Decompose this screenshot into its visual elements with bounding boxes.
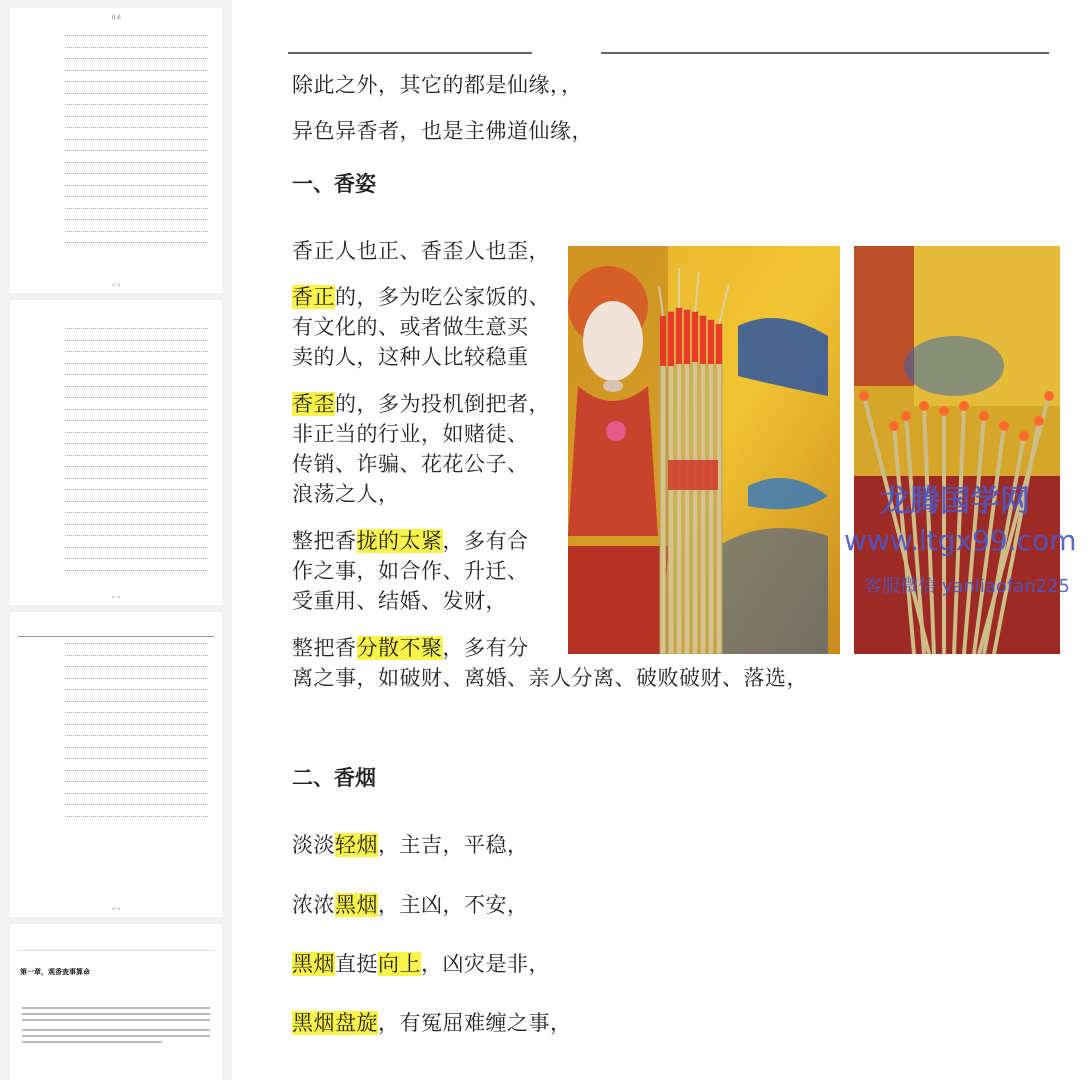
toc-leader-dots bbox=[65, 770, 208, 771]
toc-entry bbox=[10, 334, 222, 346]
toc-entry bbox=[10, 380, 222, 392]
text-placeholder-line bbox=[22, 1013, 210, 1015]
toc-leader-dots bbox=[65, 524, 208, 525]
highlight: 向上 bbox=[378, 952, 421, 976]
toc-title: 目录 bbox=[110, 15, 121, 21]
highlight: 轻烟 bbox=[335, 833, 378, 857]
toc-leader-dots bbox=[65, 208, 208, 209]
toc-leader-dots bbox=[65, 793, 208, 794]
toc-entry bbox=[10, 437, 222, 449]
toc-entry bbox=[10, 426, 222, 438]
page-number: 1 / 4 bbox=[112, 282, 120, 287]
toc-entry bbox=[10, 414, 222, 426]
text-placeholder-line bbox=[22, 1007, 210, 1009]
toc-entry bbox=[10, 156, 222, 168]
toc-leader-dots bbox=[65, 116, 208, 117]
toc-entry bbox=[10, 787, 222, 799]
toc-entry bbox=[10, 775, 222, 787]
toc-entry bbox=[10, 202, 222, 214]
toc-leader-dots bbox=[65, 219, 208, 220]
toc-entry bbox=[10, 322, 222, 334]
toc-entry bbox=[10, 403, 222, 415]
toc-leader-dots bbox=[65, 678, 208, 679]
chapter-heading: 第一章，观香查事算命 bbox=[20, 968, 90, 976]
toc-leader-dots bbox=[65, 466, 208, 467]
toc-entry bbox=[10, 729, 222, 741]
toc-leader-dots bbox=[65, 535, 208, 536]
toc-entry bbox=[10, 41, 222, 53]
toc-entry bbox=[10, 213, 222, 225]
toc-leader-dots bbox=[65, 432, 208, 433]
text-line: 整把香分散不聚，多有分 bbox=[292, 636, 529, 660]
toc-entry bbox=[10, 541, 222, 553]
text-line: 黑烟直挺向上，凶灾是非， bbox=[292, 952, 550, 976]
toc-entry bbox=[10, 75, 222, 87]
toc-entry bbox=[10, 190, 222, 202]
toc-leader-dots bbox=[65, 501, 208, 502]
toc-entry bbox=[10, 460, 222, 472]
text-placeholder-line bbox=[22, 1035, 210, 1037]
toc-leader-dots bbox=[65, 397, 208, 398]
text-line: 淡淡轻烟，主吉，平稳， bbox=[292, 833, 529, 857]
toc-entry bbox=[10, 357, 222, 369]
toc-entry bbox=[10, 672, 222, 684]
toc-leader-dots bbox=[65, 231, 208, 232]
toc-leader-dots bbox=[65, 420, 208, 421]
watermark-site-name: 龙腾国学网 bbox=[880, 484, 1030, 519]
toc-entry bbox=[10, 483, 222, 495]
toc-leader-dots bbox=[65, 185, 208, 186]
toc-entry bbox=[10, 529, 222, 541]
toc-leader-dots bbox=[65, 747, 208, 748]
toc-entry bbox=[10, 706, 222, 718]
header-rule-left bbox=[288, 52, 532, 54]
toc-entry bbox=[10, 752, 222, 764]
highlight: 黑烟盘旋 bbox=[292, 1011, 378, 1035]
toc-leader-dots bbox=[65, 655, 208, 656]
toc-leader-dots bbox=[65, 804, 208, 805]
toc-entry bbox=[10, 695, 222, 707]
highlight: 黑烟 bbox=[335, 893, 378, 917]
toc-leader-dots bbox=[65, 363, 208, 364]
toc-entry bbox=[10, 495, 222, 507]
text-line: 离之事，如破财、离婚、亲人分离、破败破财、落选， bbox=[292, 666, 808, 690]
toc-leader-dots bbox=[65, 570, 208, 571]
toc-leader-dots bbox=[65, 47, 208, 48]
toc-leader-dots bbox=[65, 443, 208, 444]
toc-leader-dots bbox=[65, 93, 208, 94]
toc-entry bbox=[10, 236, 222, 248]
toc-leader-dots bbox=[65, 816, 208, 817]
toc-entry bbox=[10, 506, 222, 518]
text-line: 黑烟盘旋，有冤屈难缠之事， bbox=[292, 1011, 572, 1035]
toc-leader-dots bbox=[65, 547, 208, 548]
toc-leader-dots bbox=[65, 81, 208, 82]
toc-entry bbox=[10, 798, 222, 810]
toc-leader-dots bbox=[65, 127, 208, 128]
text-line: 除此之外，其它的都是仙缘，， bbox=[292, 73, 583, 97]
toc-leader-dots bbox=[65, 712, 208, 713]
toc-leader-dots bbox=[65, 701, 208, 702]
toc-entry bbox=[10, 167, 222, 179]
toc-leader-dots bbox=[65, 409, 208, 410]
toc-entry bbox=[10, 133, 222, 145]
toc-leader-dots bbox=[65, 351, 208, 352]
toc-leader-dots bbox=[65, 139, 208, 140]
text-line: 受重用、结婚、发财， bbox=[292, 589, 507, 613]
text-line: 异色异香者，也是主佛道仙缘， bbox=[292, 119, 593, 143]
highlight: 香歪 bbox=[292, 392, 335, 416]
toc-leader-dots bbox=[65, 374, 208, 375]
toc-leader-dots bbox=[65, 242, 208, 243]
toc-entry bbox=[10, 52, 222, 64]
text-line: 作之事，如合作、升迁、 bbox=[292, 559, 529, 583]
toc-entry bbox=[10, 683, 222, 695]
toc-leader-dots bbox=[65, 643, 208, 644]
text-line: 非正当的行业，如赌徒、 bbox=[292, 422, 529, 446]
header-rule-right bbox=[601, 52, 1049, 54]
document-page bbox=[232, 0, 1092, 1080]
toc-entry bbox=[10, 637, 222, 649]
toc-entry bbox=[10, 472, 222, 484]
toc-leader-dots bbox=[65, 150, 208, 151]
toc-leader-dots bbox=[65, 35, 208, 36]
toc-entry bbox=[10, 764, 222, 776]
toc-entry bbox=[10, 179, 222, 191]
toc-entry bbox=[10, 29, 222, 41]
text-placeholder-line bbox=[22, 1029, 210, 1031]
highlight: 香正 bbox=[292, 285, 335, 309]
toc-entry bbox=[10, 660, 222, 672]
toc-entry bbox=[10, 649, 222, 661]
thumbnail-page-1[interactable] bbox=[10, 8, 222, 293]
text-line: 浪荡之人， bbox=[292, 482, 400, 506]
highlight: 分散不聚 bbox=[356, 636, 443, 660]
toc-leader-dots bbox=[65, 196, 208, 197]
toc-entry bbox=[10, 225, 222, 237]
toc-entry bbox=[10, 718, 222, 730]
toc-entry bbox=[10, 110, 222, 122]
toc-entry bbox=[10, 564, 222, 576]
watermark-url: www.ltgx99.com bbox=[844, 524, 1077, 557]
text-line: 卖的人，这种人比较稳重 bbox=[292, 345, 529, 369]
toc-leader-dots bbox=[65, 455, 208, 456]
toc-leader-dots bbox=[65, 666, 208, 667]
toc-leader-dots bbox=[65, 328, 208, 329]
text-line: 整把香拢的太紧，多有合 bbox=[292, 529, 529, 553]
toc-leader-dots bbox=[65, 386, 208, 387]
thumbnail-page-4[interactable] bbox=[10, 924, 222, 1080]
toc-leader-dots bbox=[65, 162, 208, 163]
toc-entry bbox=[10, 345, 222, 357]
toc-leader-dots bbox=[65, 512, 208, 513]
text-placeholder-line bbox=[22, 1041, 162, 1043]
highlight: 黑烟 bbox=[292, 952, 335, 976]
toc-entry bbox=[10, 368, 222, 380]
photo-incense-bundle-statue bbox=[568, 246, 840, 654]
toc-leader-dots bbox=[65, 758, 208, 759]
toc-leader-dots bbox=[65, 735, 208, 736]
text-line: 传销、诈骗、花花公子、 bbox=[292, 452, 529, 476]
toc-entry bbox=[10, 121, 222, 133]
toc-leader-dots bbox=[65, 340, 208, 341]
text-line: 香正的，多为吃公家饭的、 bbox=[292, 285, 550, 309]
toc-leader-dots bbox=[65, 781, 208, 782]
toc-entry bbox=[10, 391, 222, 403]
toc-leader-dots bbox=[65, 173, 208, 174]
toc-leader-dots bbox=[65, 689, 208, 690]
toc-entry bbox=[10, 552, 222, 564]
page-number: 2 / 4 bbox=[112, 594, 120, 599]
toc-entry bbox=[10, 144, 222, 156]
page-number: 3 / 4 bbox=[112, 906, 120, 911]
toc-leader-dots bbox=[65, 70, 208, 71]
text-line: 香正人也正、香歪人也歪， bbox=[292, 239, 550, 263]
toc-entry bbox=[10, 741, 222, 753]
incense-photo-1-graphic bbox=[568, 246, 840, 654]
text-line: 浓浓黑烟，主凶，不安， bbox=[292, 893, 529, 917]
watermark-contact: 客服微信 yanliaofan225 bbox=[864, 576, 1070, 597]
toc-entry bbox=[10, 87, 222, 99]
toc-leader-dots bbox=[65, 489, 208, 490]
highlight: 拢的太紧 bbox=[356, 529, 443, 553]
section-heading-1: 一、香姿 bbox=[292, 171, 376, 196]
text-line: 香歪的，多为投机倒把者， bbox=[292, 392, 550, 416]
toc-leader-dots bbox=[65, 724, 208, 725]
thumbnail-page-2[interactable] bbox=[10, 300, 222, 605]
section-heading-2: 二、香烟 bbox=[292, 765, 376, 790]
toc-leader-dots bbox=[65, 478, 208, 479]
toc-leader-dots bbox=[65, 58, 208, 59]
thumbnail-page-3[interactable] bbox=[10, 612, 222, 917]
toc-entry bbox=[10, 98, 222, 110]
toc-leader-dots bbox=[65, 558, 208, 559]
toc-entry bbox=[10, 449, 222, 461]
toc-entry bbox=[10, 64, 222, 76]
toc-leader-dots bbox=[65, 104, 208, 105]
text-line: 有文化的、或者做生意买 bbox=[292, 315, 529, 339]
page-thumbnail-panel[interactable] bbox=[0, 0, 232, 1080]
toc-entry bbox=[10, 518, 222, 530]
toc-entry bbox=[10, 810, 222, 822]
